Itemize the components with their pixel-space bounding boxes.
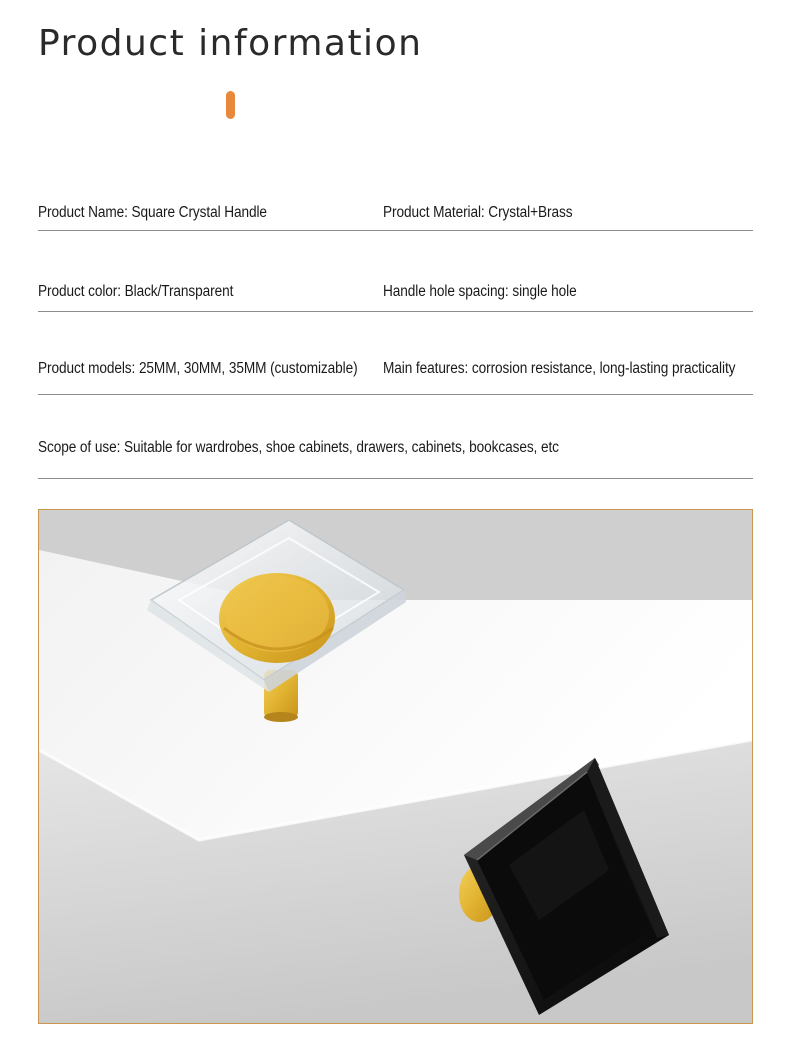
spec-product-material: Product Material: Crystal+Brass xyxy=(383,204,573,221)
product-photo xyxy=(38,509,753,1024)
spec-scope-of-use: Scope of use: Suitable for wardrobes, shoe cabinets, drawers, cabinets, bookcases, etc xyxy=(38,439,559,456)
spec-hole-spacing: Handle hole spacing: single hole xyxy=(383,283,577,300)
spec-row-4 xyxy=(38,429,753,479)
spec-main-features: Main features: corrosion resistance, long-lasting practicality xyxy=(383,360,736,377)
spec-product-name: Product Name: Square Crystal Handle xyxy=(38,204,267,221)
spec-row-2 xyxy=(38,274,753,312)
title-accent-bar xyxy=(226,91,235,119)
spec-row-3 xyxy=(38,350,753,395)
product-photo-illustration xyxy=(39,510,752,1023)
spec-product-color: Product color: Black/Transparent xyxy=(38,283,234,300)
spec-product-models: Product models: 25MM, 30MM, 35MM (customizable) xyxy=(38,360,358,377)
page-title: Product information xyxy=(38,23,423,64)
spec-row-1 xyxy=(38,196,753,231)
